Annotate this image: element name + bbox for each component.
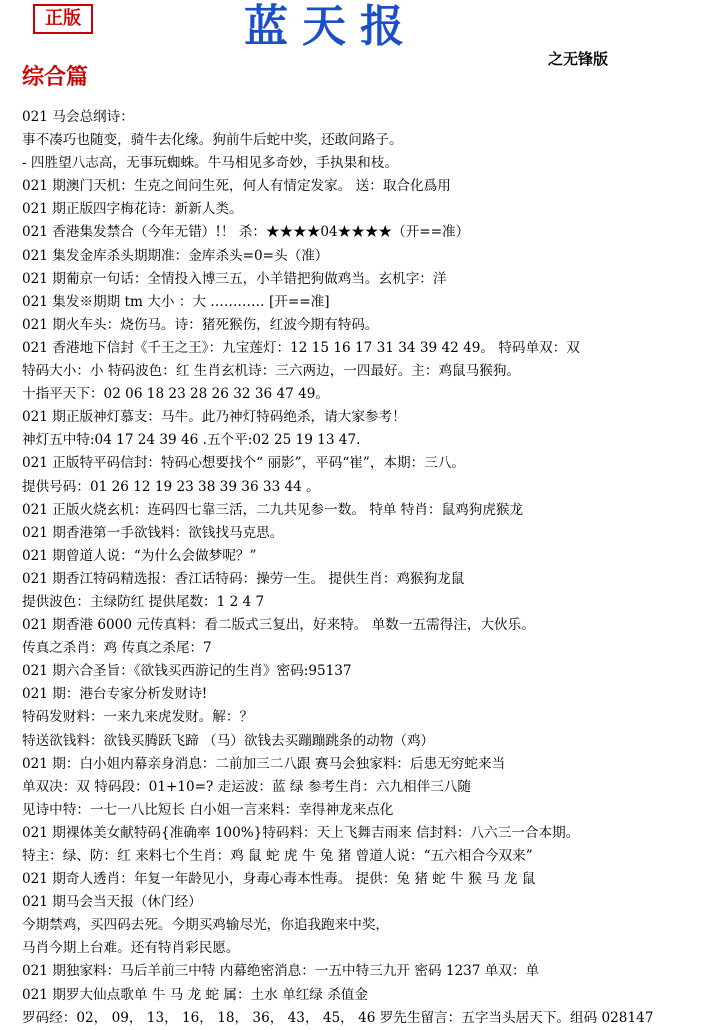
text-line: 021 期奇人透肖：年复一年龄见小，身毒心毒本性毒。 提供：兔 猪 蛇 牛 猴 马 龙 鼠 (22, 871, 536, 888)
text-line: 021 期正版四字梅花诗：新新人类。 (22, 201, 243, 218)
text-line: 特码发财料：一来九来虎发财。解：？ (22, 709, 254, 726)
text-line: 021 香港集发禁合（今年无错）!！ 杀：★★★★04★★★★（开==准） (22, 224, 470, 241)
text-line: 021 期正版神灯慕支：马牛。此乃神灯特码绝杀，请大家参考！ (22, 409, 406, 426)
text-line: 特码大小：小 特码波色：红 生肖玄机诗：三六两边，一四最好。主：鸡鼠马猴狗。 (22, 363, 521, 380)
text-line: 021 期独家料：马后羊前三中特 内幕绝密消息：一五中特三九开 密码 1237 单双：单 (22, 963, 540, 980)
text-line: 见诗中特：一七一八比短长 白小姐一言来料：幸得神龙来点化 (22, 801, 394, 818)
text-line: 罗码经：02， 09， 13， 16， 18， 36， 43， 45， 46 罗先生留言：五字当头居天下。组码 028147 (22, 1009, 654, 1026)
text-line: 021 期香港第一手欲钱料：欲钱找马克思。 (22, 524, 284, 541)
text-line: 021 期：港台专家分析发财诗! (22, 686, 208, 703)
text-line: 021 期：白小姐内幕亲身消息：二前加三二八跟 赛马会独家料：后患无穷蛇来当 (22, 755, 506, 772)
text-line: 021 期裸体美女献特码{准确率 100%}特码料：天上飞舞吉雨来 信封料：八六三一合本期。 (22, 824, 580, 841)
text-line: 神灯五中特:04 17 24 39 46 .五个平:02 25 19 13 47. (22, 432, 361, 449)
edition-label: 之无锋版 (548, 50, 609, 68)
text-line: 021 香港地下信封《千王之王》：九宝莲灯：12 15 16 17 31 34 39 42 49。 特码单双：双 (22, 339, 580, 356)
text-line: 马肖今期上台难。还有特肖彩民愿。 (22, 940, 240, 957)
newspaper-title: 蓝天报 (244, 1, 418, 52)
text-line: 021 期葡京一句话：全情投入博三五，小羊错把狗做鸡当。玄机字：洋 (22, 270, 447, 287)
text-line: 021 期火车头：烧伤马。诗：猪死猴伤，红波今期有特码。 (22, 316, 379, 333)
text-line: 021 期罗大仙点歌单 牛 马 龙 蛇 属：土水 单红绿 杀值金 (22, 986, 368, 1003)
text-line: 021 期香港 6000 元传真料：看二版式三复出，好来特。 单数一五需得注，大伙乐。 (22, 617, 535, 634)
text-line: 提供波色：主绿防红 提供尾数：1 2 4 7 (22, 593, 265, 610)
text-line: 021 集发金库杀头期期准：金库杀头=0=头（准） (22, 247, 329, 264)
text-line: 今期禁鸡，买四码去死。今期买鸡输尽光，你追我跑来中奖， (22, 917, 390, 934)
content-body (22, 106, 698, 1030)
text-line: 特送欲钱料：欲钱买腾跃飞蹄 （马）欲钱去买蹦蹦跳条的动物（鸡） (22, 732, 435, 749)
text-line: 021 正版特平码信封：特码心想要找个“ 丽影”，平码“崔”，本期：三八。 (22, 455, 466, 472)
text-line: 021 正版火烧玄机：连码四七靠三活，二九共见参一数。 特单 特肖：鼠鸡狗虎猴龙 (22, 501, 524, 518)
text-line: 事不凑巧也随变，骑牛去化缘。狗前牛后蛇中奖，还敢问路子。 (22, 132, 403, 149)
text-line: 单双决：双 特码段：01+10=? 走运波：蓝 绿 参考生肖：六九相伴三八随 (22, 778, 471, 795)
section-heading: 综合篇 (22, 64, 89, 90)
genuine-badge: 正版 (33, 4, 93, 34)
text-line: 021 期澳门天机：生克之间问生死，何人有情定发家。 送：取合化爲用 (22, 178, 451, 195)
text-line: 021 期六合圣旨：《欲钱买西游记的生肖》密码:95137 (22, 663, 352, 680)
text-line: 十指平天下：02 06 18 23 28 26 32 36 47 49。 (22, 386, 330, 403)
text-line: 021 期香江特码精选报：香江话特码：操劳一生。 提供生肖：鸡猴狗龙鼠 (22, 570, 465, 587)
text-line: 特主：绿、防：红 来料七个生肖：鸡 鼠 蛇 虎 牛 兔 猪 曾道人说：“五六相合今双来” (22, 848, 533, 864)
text-line: 021 马会总纲诗： (22, 109, 134, 125)
text-line: 提供号码：01 26 12 19 23 38 39 36 33 44 。 (22, 478, 320, 495)
text-line: 021 集发※期期 tm 大小 ：大 ………… [开==准] (22, 293, 330, 310)
text-line: - 四胜望八志高，无事玩蜘蛛。牛马相见多奇妙，手执果和枝。 (22, 155, 398, 172)
text-line: 021 期马会当天报（休门经） (22, 894, 202, 911)
text-line: 传真之杀肖：鸡 传真之杀尾：7 (22, 640, 212, 657)
text-line: 021 期曾道人说：“为什么会做梦呢？” (22, 547, 257, 564)
